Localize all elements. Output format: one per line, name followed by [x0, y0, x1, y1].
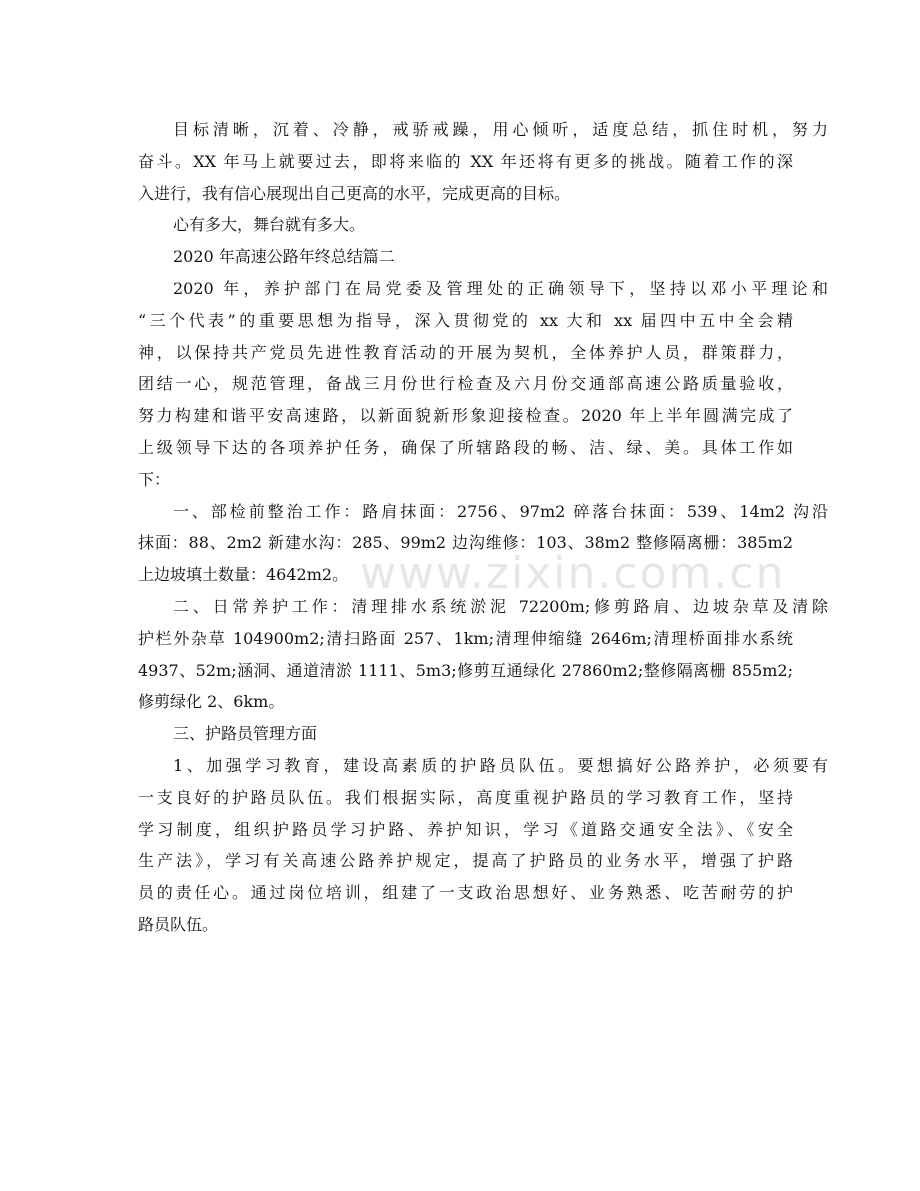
text-line: 4937、52m;涵洞、通道清淤 1111、5m3;修剪互通绿化 27860m2;整修隔离栅 855m2;: [138, 660, 793, 680]
text-line: 上级领导下达的各项养护任务，确保了所辖路段的畅、洁、绿、美。具体工作如: [138, 437, 793, 457]
text-line: 入进行，我有信心展现出自己更高的水平，完成更高的目标。: [138, 183, 571, 203]
document-body: [138, 114, 828, 941]
text-line: 护栏外杂草 104900m2;清扫路面 257、1km;清理伸缩缝 2646m;清理桥面排水系统: [138, 628, 793, 648]
text-line: 路员队伍。: [138, 914, 219, 934]
text-line: 下：: [138, 469, 171, 489]
text-line: 神，以保持共产党员先进性教育活动的开展为契机，全体养护人员，群策群力，: [138, 342, 793, 362]
text-line: “三个代表”的重要思想为指导，深入贯彻党的 xx 大和 xx 届四中五中全会精: [138, 310, 793, 330]
text-line: 奋斗。XX 年马上就要过去，即将来临的 XX 年还将有更多的挑战。随着工作的深: [138, 151, 793, 171]
section-heading: 2020 年高速公路年终总结篇二: [173, 247, 395, 267]
text-line: 一、部检前整治工作：路肩抹面：2756、97m2 碎落台抹面：539、14m2 沟沿: [173, 501, 828, 521]
text-line: 员的责任心。通过岗位培训，组建了一支政治思想好、业务熟悉、吃苦耐劳的护: [138, 883, 793, 903]
text-line: 修剪绿化 2、6km。: [138, 692, 285, 712]
watermark-text: www.zixin.com.cn: [360, 548, 786, 599]
text-line: 团结一心，规范管理，备战三月份世行检查及六月份交通部高速公路质量验收，: [138, 374, 793, 394]
section-heading: 三、护路员管理方面: [173, 724, 318, 744]
text-line: 2020 年，养护部门在局党委及管理处的正确领导下，坚持以邓小平理论和: [173, 278, 828, 298]
text-line: 心有多大，舞台就有多大。: [173, 215, 366, 235]
text-line: 一支良好的护路员队伍。我们根据实际，高度重视护路员的学习教育工作，坚持: [138, 787, 793, 807]
text-line: 目标清晰，沉着、冷静，戒骄戒躁，用心倾听，适度总结，抓住时机，努力: [173, 120, 828, 139]
text-line: 学习制度，组织护路员学习护路、养护知识，学习《道路交通安全法》、《安全: [138, 819, 793, 839]
text-line: 1、加强学习教育，建设高素质的护路员队伍。要想搞好公路养护，必须要有: [173, 755, 828, 775]
text-line: 上边坡填土数量：4642m2。: [138, 565, 349, 585]
text-line: 生产法》，学习有关高速公路养护规定，提高了护路员的业务水平，增强了护路: [138, 851, 793, 871]
text-line: 抹面：88、2m2 新建水沟：285、99m2 边沟维修：103、38m2 整修隔离栅：385m2: [138, 533, 793, 553]
text-line: 努力构建和谐平安高速路，以新面貌新形象迎接检查。2020 年上半年圆满完成了: [138, 406, 793, 426]
text-line: 二、日常养护工作：清理排水系统淤泥 72200m;修剪路肩、边坡杂草及清除: [173, 596, 828, 616]
